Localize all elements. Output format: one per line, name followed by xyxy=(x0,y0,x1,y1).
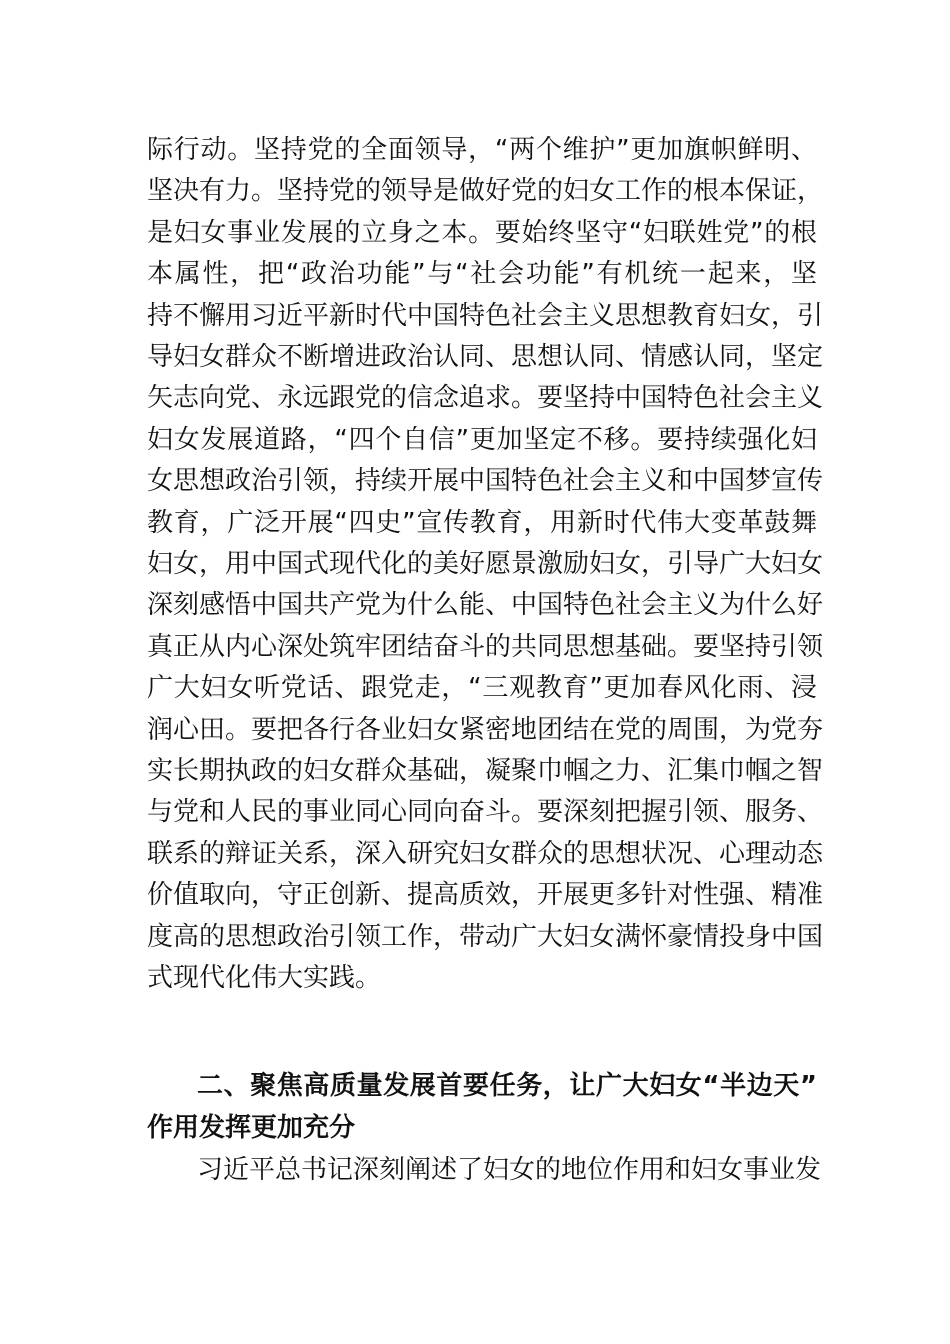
text-line: 持不懈用习近平新时代中国特色社会主义思想教育妇女，引 xyxy=(147,301,824,331)
text-line: 际行动。坚持党的全面领导，“两个维护”更加旗帜鲜明、 xyxy=(147,135,817,165)
text-line: 坚决有力。坚持党的领导是做好党的妇女工作的根本保证， xyxy=(147,176,824,206)
paragraph-opening-line: 习近平总书记深刻阐述了妇女的地位作用和妇女事业发 xyxy=(197,1155,822,1185)
text-line: 价值取向，守正创新、提高质效，开展更多针对性强、精准 xyxy=(147,880,824,910)
text-line: 与党和人民的事业同心同向奋斗。要深刻把握引领、服务、 xyxy=(147,797,824,827)
text-line: 是妇女事业发展的立身之本。要始终坚守“妇联姓党”的根 xyxy=(147,218,817,248)
text-line: 矢志向党、永远跟党的信念追求。要坚持中国特色社会主义 xyxy=(147,383,824,413)
text-line: 联系的辩证关系，深入研究妇女群众的思想状况、心理动态 xyxy=(147,839,824,869)
text-line: 润心田。要把各行各业妇女紧密地团结在党的周围，为党夯 xyxy=(147,715,824,745)
text-line: 实长期执政的妇女群众基础，凝聚巾帼之力、汇集巾帼之智 xyxy=(147,756,824,786)
text-line: 深刻感悟中国共产党为什么能、中国特色社会主义为什么好 xyxy=(147,590,824,620)
text-line: 妇女，用中国式现代化的美好愿景激励妇女，引导广大妇女 xyxy=(147,549,824,579)
text-line: 式现代化伟大实践。 xyxy=(147,963,382,993)
text-line: 妇女发展道路，“四个自信”更加坚定不移。要持续强化妇 xyxy=(147,425,817,455)
text-line: 女思想政治引领，持续开展中国特色社会主义和中国梦宣传 xyxy=(147,466,824,496)
text-line: 导妇女群众不断增进政治认同、思想认同、情感认同，坚定 xyxy=(147,342,824,372)
text-line: 度高的思想政治引领工作，带动广大妇女满怀豪情投身中国 xyxy=(147,922,824,952)
text-line: 广大妇女听党话、跟党走，“三观教育”更加春风化雨、浸 xyxy=(147,673,817,703)
section-heading-line-1: 二、聚焦高质量发展首要任务，让广大妇女“半边天” xyxy=(197,1071,817,1101)
text-line: 真正从内心深处筑牢团结奋斗的共同思想基础。要坚持引领 xyxy=(147,632,824,662)
text-line: 教育，广泛开展“四史”宣传教育，用新时代伟大变革鼓舞 xyxy=(147,508,817,538)
text-line: 本属性，把“政治功能”与“社会功能”有机统一起来，坚 xyxy=(147,259,817,289)
section-heading-line-2: 作用发挥更加充分 xyxy=(147,1113,356,1143)
